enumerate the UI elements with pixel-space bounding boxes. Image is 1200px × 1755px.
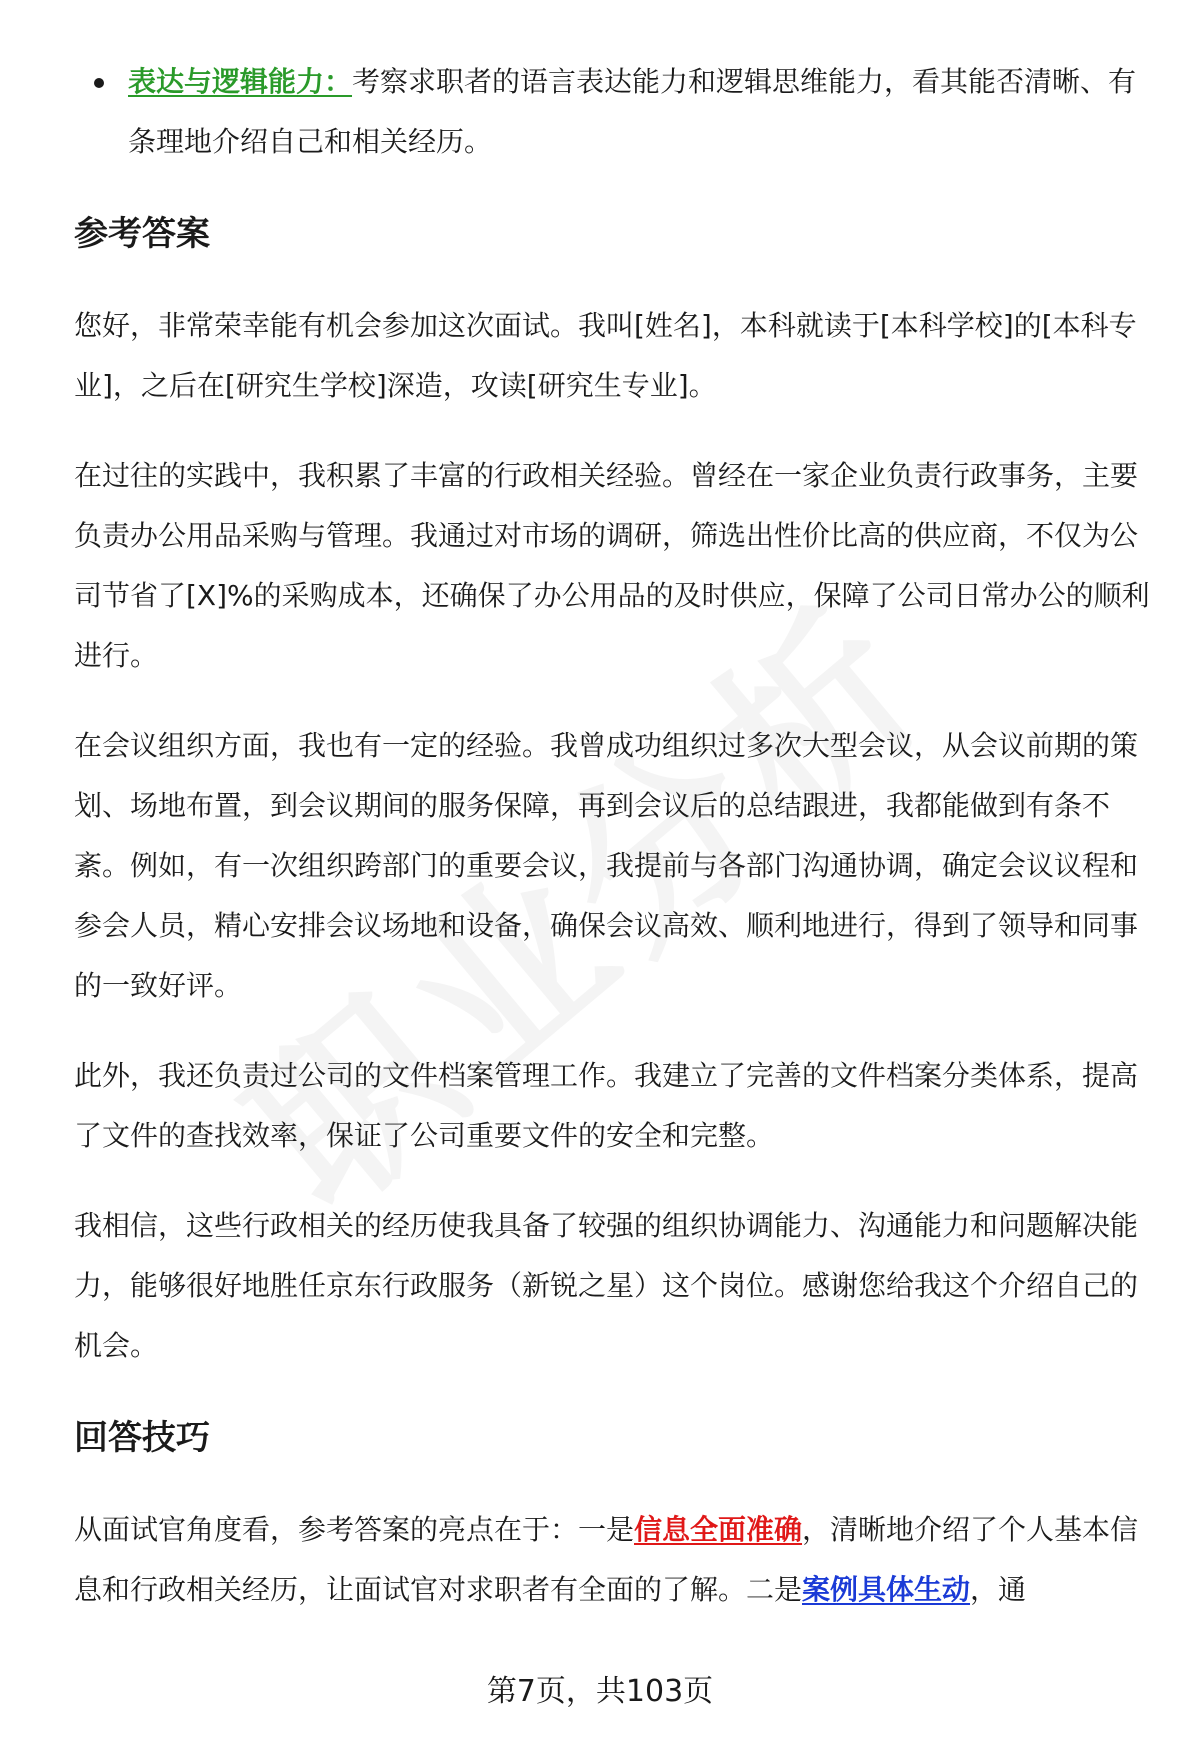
- paragraph: 我相信，这些行政相关的经历使我具备了较强的组织协调能力、沟通能力和问题解决能力，能够很好地胜任京东行政服务（新锐之星）这个岗位。感谢您给我这个介绍自己的机会。: [74, 1209, 1139, 1362]
- tips-text-3: ，通: [970, 1573, 1027, 1606]
- section-title-reference: 参考答案: [74, 214, 210, 254]
- paragraph: 您好，非常荣幸能有机会参加这次面试。我叫[姓名]，本科就读于[本科学校]的[本科专业]，之后在[研究生学校]深造，攻读[研究生专业]。: [74, 309, 1137, 402]
- paragraph: 在会议组织方面，我也有一定的经验。我曾成功组织过多次大型会议，从会议前期的策划、场地布置，到会议期间的服务保障，再到会议后的总结跟进，我都能做到有条不紊。例如，有一次组织跨部门的重要会议，我提前与各部门沟通协调，确定会议议程和参会人员，精心安排会议场地和设备，确保会议高效、顺利地进行，得到了领导和同事的一致好评。: [74, 729, 1139, 1002]
- tips-paragraph: [74, 1500, 1154, 1620]
- section-title-tips: 回答技巧: [74, 1418, 210, 1458]
- bullet-item: [74, 52, 1154, 172]
- highlight-red: 信息全面准确: [634, 1513, 803, 1546]
- bullet-dot-icon: [94, 78, 104, 88]
- highlight-blue: 案例具体生动: [802, 1573, 971, 1606]
- bullet-text: 考察求职者的语言表达能力和逻辑思维能力，看其能否清晰、有条理地介绍自己和相关经历。: [128, 65, 1137, 158]
- paragraph: 此外，我还负责过公司的文件档案管理工作。我建立了完善的文件档案分类体系，提高了文件的查找效率，保证了公司重要文件的安全和完整。: [74, 1059, 1139, 1152]
- bullet-label: 表达与逻辑能力：: [128, 65, 353, 98]
- page-number: 第7页，共103页: [486, 1674, 714, 1709]
- paragraph: 在过往的实践中，我积累了丰富的行政相关经验。曾经在一家企业负责行政事务，主要负责办公用品采购与管理。我通过对市场的调研，筛选出性价比高的供应商，不仅为公司节省了[X]%的采购成本，还确保了办公用品的及时供应，保障了公司日常办公的顺利进行。: [74, 459, 1150, 672]
- document-page: [74, 52, 1154, 1650]
- tips-text-1: 从面试官角度看，参考答案的亮点在于：一是: [74, 1513, 635, 1546]
- tips-text-2: ，清晰地介绍了个人基本信息和行政相关经历，让面试官对求职者有全面的了解。二是: [74, 1513, 1139, 1606]
